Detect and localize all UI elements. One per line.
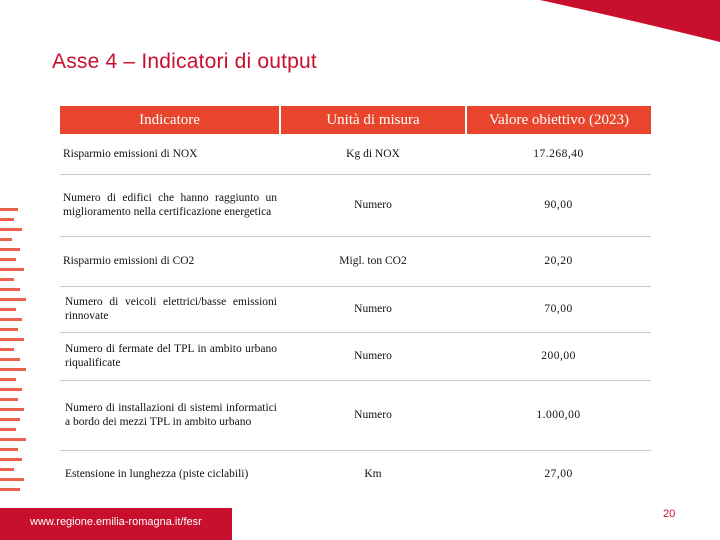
cell-valore: 20,20 <box>466 236 651 286</box>
header-swoosh <box>0 0 720 50</box>
cell-indicatore: Numero di installazioni di sistemi informatici a bordo dei mezzi TPL in ambito urbano <box>60 380 280 450</box>
cell-unita: Kg di NOX <box>280 134 466 174</box>
cell-indicatore: Numero di veicoli elettrici/basse emissioni rinnovate <box>60 286 280 332</box>
cell-valore: 1.000,00 <box>466 380 651 450</box>
cell-unita: Migl. ton CO2 <box>280 236 466 286</box>
table-row <box>60 450 651 498</box>
table-row <box>60 134 651 174</box>
cell-indicatore: Estensione in lunghezza (piste ciclabili) <box>65 468 249 481</box>
cell-unita: Numero <box>280 380 466 450</box>
table-row <box>60 380 651 450</box>
cell-valore: 70,00 <box>466 286 651 332</box>
cell-valore: 90,00 <box>466 174 651 236</box>
cell-valore: 27,00 <box>544 468 573 481</box>
indicators-table <box>60 106 651 498</box>
cell-valore: 200,00 <box>466 332 651 380</box>
header-unita: Unità di misura <box>280 106 466 134</box>
cell-indicatore: Risparmio emissioni di NOX <box>60 134 280 174</box>
cell-unita: Km <box>364 468 382 481</box>
cell-unita: Numero <box>280 332 466 380</box>
footer-url: www.regione.emilia-romagna.it/fesr <box>30 516 202 528</box>
header-indicatore: Indicatore <box>60 106 280 134</box>
table-header-row <box>60 106 651 134</box>
table-row <box>60 332 651 380</box>
cell-unita: Numero <box>280 174 466 236</box>
slide-title: Asse 4 – Indicatori di output <box>52 50 317 73</box>
table-row <box>60 236 651 286</box>
header-valore: Valore obiettivo (2023) <box>466 106 651 134</box>
table-row <box>60 174 651 236</box>
decorative-stripes <box>0 200 40 540</box>
table-row <box>60 286 651 332</box>
cell-indicatore: Numero di fermate del TPL in ambito urbano riqualificate <box>60 332 280 380</box>
cell-valore: 17.268,40 <box>466 134 651 174</box>
cell-indicatore: Risparmio emissioni di CO2 <box>60 236 280 286</box>
cell-indicatore: Numero di edifici che hanno raggiunto un miglioramento nella certificazione energetica <box>60 174 280 236</box>
page-number: 20 <box>663 508 676 520</box>
cell-unita: Numero <box>280 286 466 332</box>
